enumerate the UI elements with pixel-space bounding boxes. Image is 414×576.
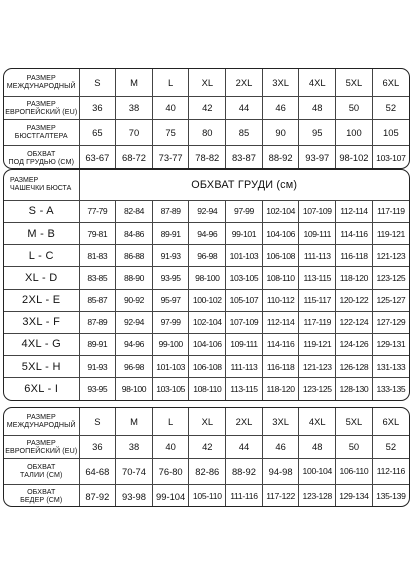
table-cell: M bbox=[116, 408, 153, 435]
bust-girth-cell: 87-89 bbox=[79, 311, 116, 333]
bust-girth-cell: 104-106 bbox=[189, 333, 226, 355]
bust-girth-cell: 91-93 bbox=[152, 245, 189, 267]
bust-girth-cell: 94-96 bbox=[116, 333, 153, 355]
bust-girth-cell: 87-89 bbox=[152, 200, 189, 222]
bust-girth-cell: 107-109 bbox=[299, 200, 336, 222]
table-cell: 76-80 bbox=[152, 458, 189, 484]
table-cell: 95 bbox=[299, 119, 336, 145]
cup-row bbox=[4, 289, 409, 311]
table-cell: 100 bbox=[336, 119, 373, 145]
bust-girth-cell: 125-127 bbox=[372, 289, 409, 311]
row-label-line: РАЗМЕР bbox=[26, 74, 56, 83]
bust-girth-cell: 103-105 bbox=[226, 267, 263, 289]
table-cell: 68-72 bbox=[116, 145, 153, 169]
table-row bbox=[4, 145, 409, 169]
table-cell: S bbox=[79, 408, 116, 435]
bust-girth-cell: 117-119 bbox=[372, 200, 409, 222]
bust-girth-cell: 88-90 bbox=[116, 267, 153, 289]
bust-girth-cell: 99-100 bbox=[152, 333, 189, 355]
bust-girth-cell: 84-86 bbox=[116, 222, 153, 244]
table-cell: 123-128 bbox=[299, 484, 336, 507]
table-cell: 5XL bbox=[336, 408, 373, 435]
bust-girth-cell: 79-81 bbox=[79, 222, 116, 244]
bust-girth-cell: 118-120 bbox=[336, 267, 373, 289]
table-cell: 48 bbox=[299, 435, 336, 458]
row-label-line: БЮСТГАЛТЕРА bbox=[14, 132, 68, 140]
bust-girth-cell: 102-104 bbox=[189, 311, 226, 333]
bust-girth-cell: 107-109 bbox=[226, 311, 263, 333]
bust-girth-cell: 126-128 bbox=[336, 356, 373, 378]
cup-size-table bbox=[3, 169, 410, 401]
row-label-line: МЕЖДУНАРОДНЫЙ bbox=[6, 421, 76, 430]
row-label bbox=[4, 145, 79, 169]
bust-girth-cell: 89-91 bbox=[152, 222, 189, 244]
bust-girth-cell: 131-133 bbox=[372, 356, 409, 378]
bust-girth-cell: 106-108 bbox=[189, 356, 226, 378]
row-label-line: ТАЛИИ (СМ) bbox=[20, 471, 63, 479]
bust-girth-cell: 89-91 bbox=[79, 333, 116, 355]
table-cell: 5XL bbox=[336, 69, 373, 96]
bust-girth-cell: 82-84 bbox=[116, 200, 153, 222]
table-cell: 3XL bbox=[262, 69, 299, 96]
table-cell: 52 bbox=[372, 435, 409, 458]
bust-girth-cell: 124-126 bbox=[336, 333, 373, 355]
table-row bbox=[4, 96, 409, 119]
bust-girth-cell: 106-108 bbox=[262, 245, 299, 267]
cup-row bbox=[4, 200, 409, 222]
bust-girth-cell: 92-94 bbox=[116, 311, 153, 333]
table-cell: 103-107 bbox=[372, 145, 409, 169]
bust-girth-cell: 112-114 bbox=[262, 311, 299, 333]
table-cell: 42 bbox=[189, 96, 226, 119]
cup-row bbox=[4, 267, 409, 289]
table-cell: 36 bbox=[79, 96, 116, 119]
table-cell: 117-122 bbox=[262, 484, 299, 507]
table-cell: 106-110 bbox=[336, 458, 373, 484]
bust-girth-cell: 97-99 bbox=[152, 311, 189, 333]
bust-girth-cell: 122-124 bbox=[336, 311, 373, 333]
bust-girth-cell: 127-129 bbox=[372, 311, 409, 333]
row-label-line: МЕЖДУНАРОДНЫЙ bbox=[6, 82, 76, 91]
table-cell: 50 bbox=[336, 435, 373, 458]
waist-hip-grid bbox=[4, 408, 409, 507]
table-cell: 36 bbox=[79, 435, 116, 458]
bust-girth-cell: 85-87 bbox=[79, 289, 116, 311]
bust-girth-title: ОБХВАТ ГРУДИ (см) bbox=[79, 170, 409, 200]
bust-girth-cell: 128-130 bbox=[336, 378, 373, 400]
table-cell: 88-92 bbox=[226, 458, 263, 484]
table-cell: 70-74 bbox=[116, 458, 153, 484]
table-cell: 3XL bbox=[262, 408, 299, 435]
bust-girth-cell: 121-123 bbox=[372, 245, 409, 267]
bust-girth-cell: 123-125 bbox=[372, 267, 409, 289]
cup-corner-line-2: ЧАШЕЧКИ БЮСТА bbox=[10, 184, 72, 192]
bust-girth-cell: 93-95 bbox=[79, 378, 116, 400]
table-row bbox=[4, 408, 409, 435]
row-label bbox=[4, 484, 79, 507]
table-cell: 99-104 bbox=[152, 484, 189, 507]
bust-girth-cell: 110-112 bbox=[262, 289, 299, 311]
row-label-line: РАЗМЕР bbox=[26, 413, 56, 422]
cup-corner-label bbox=[4, 170, 79, 200]
row-label-line: РАЗМЕР bbox=[26, 99, 56, 108]
row-label-line: ОБХВАТ bbox=[27, 149, 56, 158]
cup-size-label: 5XL - H bbox=[4, 356, 79, 378]
table-row bbox=[4, 484, 409, 507]
bust-girth-cell: 119-121 bbox=[299, 333, 336, 355]
table-row bbox=[4, 458, 409, 484]
table-cell: 75 bbox=[152, 119, 189, 145]
bust-girth-cell: 102-104 bbox=[262, 200, 299, 222]
table-cell: 88-92 bbox=[262, 145, 299, 169]
table-cell: XL bbox=[189, 408, 226, 435]
table-row bbox=[4, 119, 409, 145]
bust-girth-cell: 96-98 bbox=[116, 356, 153, 378]
table-cell: L bbox=[152, 69, 189, 96]
cup-row bbox=[4, 333, 409, 355]
cup-row bbox=[4, 311, 409, 333]
table-cell: 105 bbox=[372, 119, 409, 145]
table-cell: 38 bbox=[116, 435, 153, 458]
bust-girth-cell: 123-125 bbox=[299, 378, 336, 400]
table-cell: 87-92 bbox=[79, 484, 116, 507]
table-cell: 46 bbox=[262, 435, 299, 458]
table-cell: 82-86 bbox=[189, 458, 226, 484]
bust-girth-cell: 112-114 bbox=[336, 200, 373, 222]
bust-girth-cell: 133-135 bbox=[372, 378, 409, 400]
table-cell: 93-97 bbox=[299, 145, 336, 169]
bust-girth-cell: 117-119 bbox=[299, 311, 336, 333]
table-cell: 52 bbox=[372, 96, 409, 119]
row-label bbox=[4, 69, 79, 96]
bust-girth-cell: 81-83 bbox=[79, 245, 116, 267]
table-cell: 78-82 bbox=[189, 145, 226, 169]
table-cell: 38 bbox=[116, 96, 153, 119]
table-cell: 80 bbox=[189, 119, 226, 145]
table-cell: 94-98 bbox=[262, 458, 299, 484]
bust-girth-cell: 100-102 bbox=[189, 289, 226, 311]
cup-corner-line-1: РАЗМЕР bbox=[10, 176, 39, 184]
bust-girth-cell: 91-93 bbox=[79, 356, 116, 378]
cup-size-label: 3XL - F bbox=[4, 311, 79, 333]
table-cell: 135-139 bbox=[372, 484, 409, 507]
row-label bbox=[4, 435, 79, 458]
bust-girth-cell: 121-123 bbox=[299, 356, 336, 378]
cup-size-label: 6XL - I bbox=[4, 378, 79, 400]
bust-girth-cell: 118-120 bbox=[262, 378, 299, 400]
bust-girth-cell: 119-121 bbox=[372, 222, 409, 244]
bust-girth-cell: 86-88 bbox=[116, 245, 153, 267]
table-cell: M bbox=[116, 69, 153, 96]
cup-size-label: S - A bbox=[4, 200, 79, 222]
bust-girth-cell: 120-122 bbox=[336, 289, 373, 311]
table-cell: 63-67 bbox=[79, 145, 116, 169]
table-cell: S bbox=[79, 69, 116, 96]
table-cell: L bbox=[152, 408, 189, 435]
table-cell: 44 bbox=[226, 435, 263, 458]
table-cell: 65 bbox=[79, 119, 116, 145]
table-cell: 64-68 bbox=[79, 458, 116, 484]
table-cell: 40 bbox=[152, 96, 189, 119]
waist-hip-table bbox=[3, 407, 410, 507]
bust-girth-cell: 104-106 bbox=[262, 222, 299, 244]
table-cell: 2XL bbox=[226, 408, 263, 435]
table-cell: 50 bbox=[336, 96, 373, 119]
table-cell: 2XL bbox=[226, 69, 263, 96]
table-cell: 90 bbox=[262, 119, 299, 145]
table-cell: 73-77 bbox=[152, 145, 189, 169]
bust-girth-cell: 98-100 bbox=[189, 267, 226, 289]
table-cell: 46 bbox=[262, 96, 299, 119]
bust-girth-cell: 101-103 bbox=[152, 356, 189, 378]
row-label-line: ОБХВАТ bbox=[27, 463, 56, 471]
cup-row bbox=[4, 245, 409, 267]
row-label-line: ЕВРОПЕЙСКИЙ (EU) bbox=[5, 107, 78, 116]
row-label bbox=[4, 458, 79, 484]
table-cell: 4XL bbox=[299, 69, 336, 96]
cup-size-label: L - C bbox=[4, 245, 79, 267]
bust-girth-cell: 92-94 bbox=[189, 200, 226, 222]
table-cell: 85 bbox=[226, 119, 263, 145]
table-cell: XL bbox=[189, 69, 226, 96]
bust-girth-cell: 113-115 bbox=[226, 378, 263, 400]
bust-girth-cell: 93-95 bbox=[152, 267, 189, 289]
table-cell: 40 bbox=[152, 435, 189, 458]
row-label-line: ОБХВАТ bbox=[27, 488, 56, 497]
cup-row bbox=[4, 222, 409, 244]
bust-girth-cell: 97-99 bbox=[226, 200, 263, 222]
bust-girth-cell: 108-110 bbox=[189, 378, 226, 400]
table-cell: 70 bbox=[116, 119, 153, 145]
row-label-line: РАЗМЕР bbox=[26, 438, 56, 447]
row-label bbox=[4, 408, 79, 435]
bust-girth-cell: 99-101 bbox=[226, 222, 263, 244]
cup-size-label: 4XL - G bbox=[4, 333, 79, 355]
table-cell: 6XL bbox=[372, 69, 409, 96]
table-cell: 112-116 bbox=[372, 458, 409, 484]
bust-girth-cell: 111-113 bbox=[299, 245, 336, 267]
table-cell: 111-116 bbox=[226, 484, 263, 507]
table-cell: 48 bbox=[299, 96, 336, 119]
table-cell: 83-87 bbox=[226, 145, 263, 169]
table-row bbox=[4, 435, 409, 458]
cup-size-label: 2XL - E bbox=[4, 289, 79, 311]
row-label bbox=[4, 119, 79, 145]
bust-girth-cell: 108-110 bbox=[262, 267, 299, 289]
bust-girth-cell: 116-118 bbox=[336, 245, 373, 267]
cup-header-row bbox=[4, 170, 409, 200]
table-cell: 93-98 bbox=[116, 484, 153, 507]
bust-girth-cell: 109-111 bbox=[299, 222, 336, 244]
row-label-line: ЕВРОПЕЙСКИЙ (EU) bbox=[5, 446, 78, 455]
cup-size-grid bbox=[4, 170, 409, 400]
bust-girth-cell: 95-97 bbox=[152, 289, 189, 311]
bra-size-grid bbox=[4, 69, 409, 169]
bust-girth-cell: 111-113 bbox=[226, 356, 263, 378]
bust-girth-cell: 83-85 bbox=[79, 267, 116, 289]
bust-girth-cell: 116-118 bbox=[262, 356, 299, 378]
row-label bbox=[4, 96, 79, 119]
bust-girth-cell: 129-131 bbox=[372, 333, 409, 355]
table-cell: 129-134 bbox=[336, 484, 373, 507]
bust-girth-cell: 94-96 bbox=[189, 222, 226, 244]
row-label-line: ПОД ГРУДЬЮ (СМ) bbox=[8, 157, 75, 166]
table-cell: 44 bbox=[226, 96, 263, 119]
row-label-line: РАЗМЕР bbox=[26, 124, 56, 132]
bust-girth-cell: 101-103 bbox=[226, 245, 263, 267]
bust-girth-cell: 109-111 bbox=[226, 333, 263, 355]
table-cell: 6XL bbox=[372, 408, 409, 435]
table-row bbox=[4, 69, 409, 96]
bra-size-table bbox=[3, 68, 410, 169]
cup-row bbox=[4, 356, 409, 378]
table-cell: 98-102 bbox=[336, 145, 373, 169]
bust-girth-cell: 77-79 bbox=[79, 200, 116, 222]
bust-girth-cell: 114-116 bbox=[336, 222, 373, 244]
bust-girth-cell: 105-107 bbox=[226, 289, 263, 311]
table-cell: 4XL bbox=[299, 408, 336, 435]
bust-girth-cell: 90-92 bbox=[116, 289, 153, 311]
bust-girth-cell: 96-98 bbox=[189, 245, 226, 267]
row-label-line: БЕДЕР (СМ) bbox=[20, 496, 63, 505]
bust-girth-cell: 103-105 bbox=[152, 378, 189, 400]
bust-girth-cell: 114-116 bbox=[262, 333, 299, 355]
table-cell: 100-104 bbox=[299, 458, 336, 484]
table-cell: 105-110 bbox=[189, 484, 226, 507]
cup-size-label: M - B bbox=[4, 222, 79, 244]
table-cell: 42 bbox=[189, 435, 226, 458]
bust-girth-cell: 115-117 bbox=[299, 289, 336, 311]
cup-row bbox=[4, 378, 409, 400]
bust-girth-cell: 98-100 bbox=[116, 378, 153, 400]
cup-size-label: XL - D bbox=[4, 267, 79, 289]
bust-girth-cell: 113-115 bbox=[299, 267, 336, 289]
